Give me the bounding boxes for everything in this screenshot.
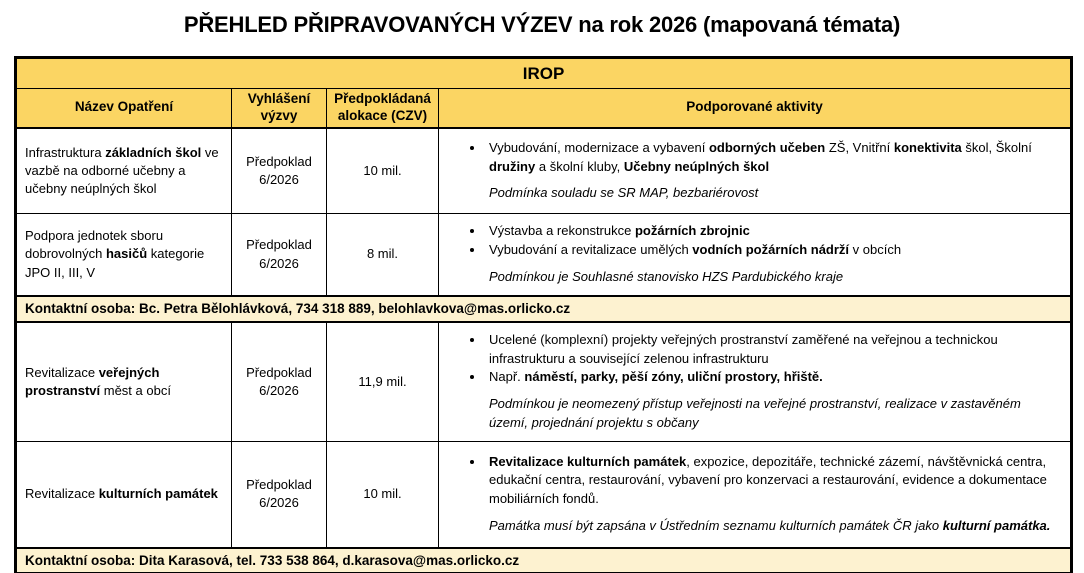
contact-person: Kontaktní osoba: Dita Karasová, tel. 733 538 864, d.karasova@mas.orlicko.cz (16, 548, 1072, 573)
measure-name: Infrastruktura základních škol ve vazbě na odborné učebny a učebny neúplných škol (16, 128, 232, 214)
activity-bullet: • Revitalizace kulturních památek, expozice, depozitáře, technické zázemí, návštěvnická centra, edukační centra, restaurování, vybavení pro konzervaci a restaurování, evidence a dokumentace mobiliárních fondů. (485, 453, 1060, 510)
measure-announcement: Předpoklad 6/2026 (232, 442, 327, 548)
column-header-nazev-opatreni: Název Opatření (16, 89, 232, 128)
measure-allocation: 8 mil. (327, 214, 439, 296)
measure-allocation: 10 mil. (327, 442, 439, 548)
measure-announcement: Předpoklad 6/2026 (232, 322, 327, 442)
activities-bullet-list (449, 453, 1060, 510)
table-row-podpora-jednotek-hasicu (16, 214, 1072, 296)
contact-person: Kontaktní osoba: Bc. Petra Bělohlávková, 734 318 889, belohlavkova@mas.orlicko.cz (16, 296, 1072, 322)
activity-bullet: • Vybudování a revitalizace umělých vodních požárních nádrží v obcích (485, 241, 1060, 260)
contact-row-petra-belohlavkova (16, 296, 1072, 322)
table-row-revitalizace-verejnych-prostranstvi (16, 322, 1072, 442)
measure-activities (439, 128, 1072, 214)
measure-name: Revitalizace veřejných prostranství měst a obcí (16, 322, 232, 442)
measure-activities (439, 214, 1072, 296)
activity-condition: Podmínkou je Souhlasné stanovisko HZS Pardubického kraje (489, 268, 844, 284)
measure-announcement: Předpoklad 6/2026 (232, 128, 327, 214)
measure-activities (439, 442, 1072, 548)
table-row-infrastruktura-zakladnich-skol (16, 128, 1072, 214)
column-header-predpokladana-alokace: Předpokládaná alokace (CZV) (327, 89, 439, 128)
activities-bullet-list (449, 331, 1060, 388)
page-title: PŘEHLED PŘIPRAVOVANÝCH VÝZEV na rok 2026 (mapovaná témata) (183, 12, 901, 37)
measure-allocation: 11,9 mil. (327, 322, 439, 442)
measure-name: Revitalizace kulturních památek (16, 442, 232, 548)
program-header: IROP (16, 58, 1072, 89)
activities-bullet-list (449, 139, 1060, 177)
activities-bullet-list (449, 222, 1060, 260)
activity-condition: Podmínkou je neomezený přístup veřejnosti na veřejné prostranství, realizace v zastavěném území, projednání projektu s občany (489, 396, 1021, 431)
measure-announcement: Předpoklad 6/2026 (232, 214, 327, 296)
contact-row-dita-karasova (16, 548, 1072, 573)
column-header-podporovane-aktivity: Podporované aktivity (439, 89, 1072, 128)
activity-bullet: • Vybudování, modernizace a vybavení odborných učeben ZŠ, Vnitřní konektivita škol, Školní družiny a školní kluby, Učebny neúplných škol (485, 139, 1060, 177)
column-header-vyhlaseni-vyzvy: Vyhlášení výzvy (232, 89, 327, 128)
measure-allocation: 10 mil. (327, 128, 439, 214)
table-row-revitalizace-kulturnich-pamatek (16, 442, 1072, 548)
measure-activities (439, 322, 1072, 442)
activity-condition: Památka musí být zapsána v Ústředním seznamu kulturních památek ČR jako kulturní památka. (489, 518, 1051, 534)
activity-bullet: • Ucelené (komplexní) projekty veřejných prostranství zaměřené na veřejnou a technickou infrastrukturu a související zelenou infrastrukturu (485, 331, 1060, 369)
column-header-row (16, 89, 1072, 128)
measure-name: Podpora jednotek sboru dobrovolných hasičů kategorie JPO II, III, V (16, 214, 232, 296)
program-header-row (16, 58, 1072, 89)
irop-calls-table (14, 56, 1073, 573)
activity-bullet: • Např. náměstí, parky, pěší zóny, uliční prostory, hřiště. (485, 368, 1060, 387)
activity-bullet: • Výstavba a rekonstrukce požárních zbrojnic (485, 222, 1060, 241)
activity-condition: Podmínka souladu se SR MAP, bezbariérovost (489, 185, 759, 201)
